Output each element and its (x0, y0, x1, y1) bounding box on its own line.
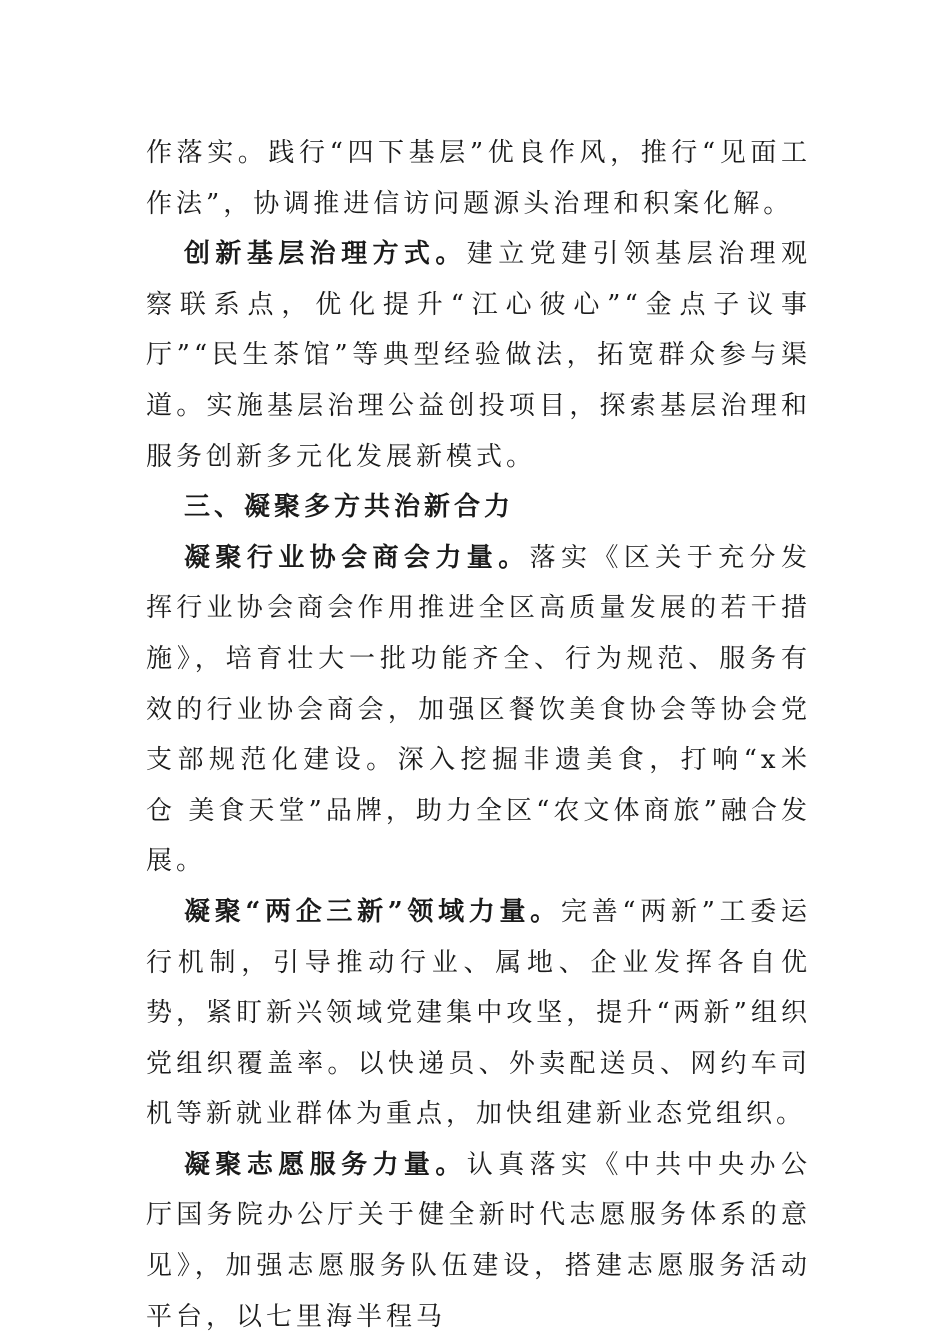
paragraph-industry-associations (146, 533, 811, 887)
paragraph-text: 建立党建引领基层治理观察联系点，优化提升“江心彼心”“金点子议事厅”“民生茶馆”等典型经验做法，拓宽群众参与渠道。实施基层治理公益创投项目，探索基层治理和服务创新多元化发展新模式。 (146, 239, 811, 472)
paragraph-text: 作落实。践行“四下基层”优良作风，推行“见面工作法”，协调推进信访问题源头治理和积案化解。 (146, 138, 811, 219)
paragraph-lead: 创新基层治理方式。 (184, 239, 467, 270)
paragraph-innovate-governance (146, 229, 811, 482)
document-body (146, 128, 811, 1342)
paragraph-volunteer-service (146, 1140, 811, 1342)
paragraph-lead: 凝聚志愿服务力量。 (184, 1149, 467, 1180)
paragraph-lead: 凝聚行业协会商会力量。 (184, 542, 530, 573)
paragraph-two-enterprises (146, 887, 811, 1140)
paragraph-text: 完善“两新”工委运行机制，引导推动行业、属地、企业发挥各自优势，紧盯新兴领域党建集中攻坚，提升“两新”组织党组织覆盖率。以快递员、外卖配送员、网约车司机等新就业群体为重点，加快组建新业态党组织。 (146, 896, 811, 1130)
paragraph-continuation (146, 128, 811, 229)
section-heading: 三、凝聚多方共治新合力 (184, 492, 515, 523)
paragraph-text: 落实《区关于充分发挥行业协会商会作用推进全区高质量发展的若干措施》，培育壮大一批功能齐全、行为规范、服务有效的行业协会商会，加强区餐饮美食协会等协会党支部规范化建设。深入挖掘非遗美食，打响“x米仓 美食天堂”品牌，助力全区“农文体商旅”融合发展。 (146, 542, 811, 877)
paragraph-lead: 凝聚“两企三新”领域力量。 (184, 896, 561, 927)
paragraph-text: 认真落实《中共中央办公厅国务院办公厅关于健全新时代志愿服务体系的意见》，加强志愿服务队伍建设，搭建志愿服务活动平台，以七里海半程马 (146, 1149, 811, 1332)
